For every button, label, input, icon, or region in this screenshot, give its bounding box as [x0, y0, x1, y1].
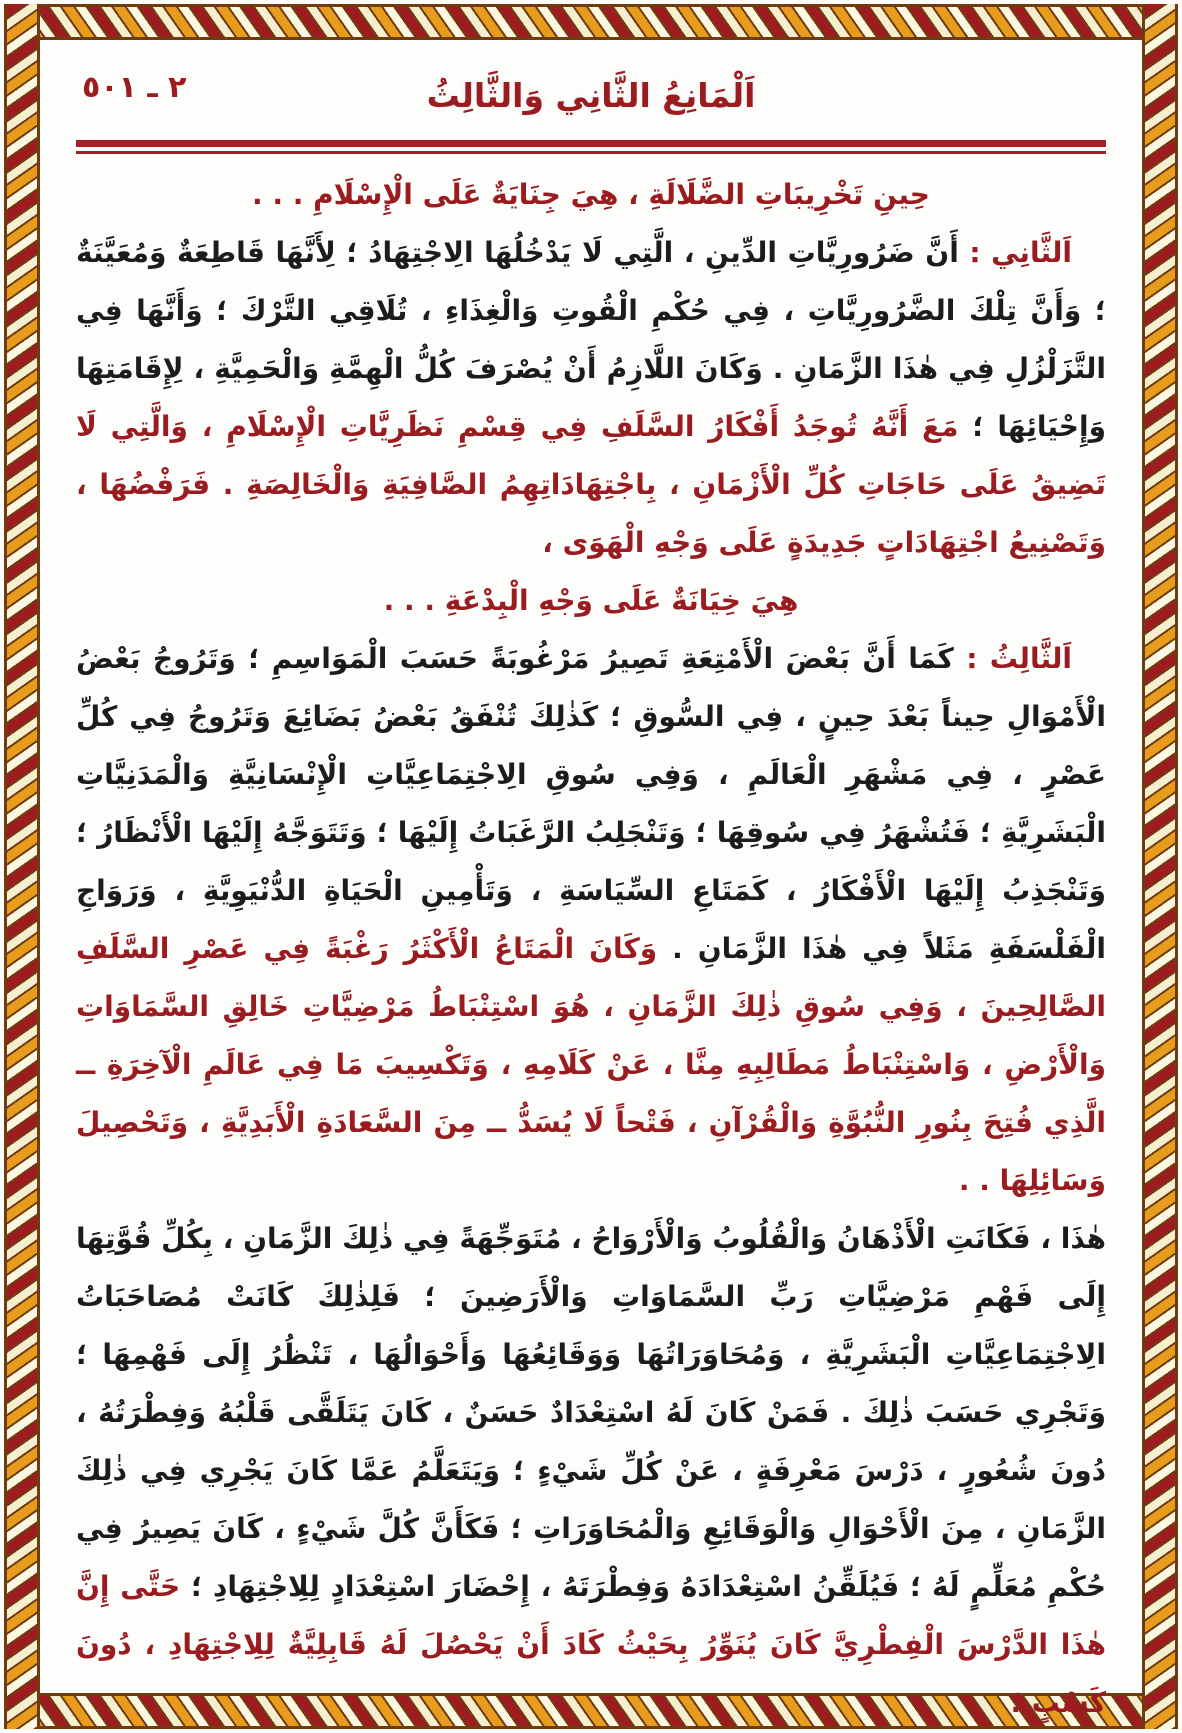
- paragraph: [76, 630, 1106, 1210]
- paragraph: [76, 1210, 1106, 1732]
- emphasis-text-segment: حَتَّى إِنَّ هٰذَا الدَّرْسَ الْفِطْرِيَّ كَانَ يُنَوِّرُ بِحَيْثُ كَادَ أَنْ يَحْصُلَ لَهُ قَابِلِيَّةٌ لِلِاجْتِهَادِ ، دُونَ كَسْبٍ ؛: [76, 1570, 1106, 1719]
- emphasis-text-segment: اَلثَّالِثُ :: [953, 642, 1072, 675]
- paragraph: [76, 224, 1106, 572]
- frame-border-right: [1142, 4, 1178, 1729]
- body-text-segment: أَنَّ ضَرُورِيَّاتِ الدِّينِ ، الَّتِي لَا يَدْخُلُهَا الِاجْتِهَادُ ؛ لِأَنَّهَا قَاطِعَةٌ وَمُعَيَّنَةٌ ؛ وَأَنَّ تِلْكَ الضَّرُورِيَّاتِ ، فِي حُكْمِ الْقُوتِ وَالْغِذَاءِ ، تُلَاقِي التَّرْكَ ؛ وَأَنَّهَا فِي التَّزَلْزُلِ فِي هٰذَا الزَّمَانِ . وَكَانَ اللَّازِمُ أَنْ يُصْرَفَ كُلُّ الْهِمَّةِ وَالْحَمِيَّةِ ، لِإِقَامَتِهَا وَإِحْيَائِهَا ؛: [76, 236, 1106, 443]
- body-text: [76, 166, 1106, 1732]
- page-header: [76, 64, 1106, 128]
- body-text-segment: هٰذَا ، فَكَانَتِ الْأَذْهَانُ وَالْقُلُوبُ وَالْأَرْوَاحُ ، مُتَوَجِّهَةً فِي ذٰلِكَ الزَّمَانِ ، بِكُلِّ قُوَّتِهَا إِلَى فَهْمِ مَرْضِيَّاتِ رَبِّ السَّمَاوَاتِ وَالْأَرَضِينَ ؛ فَلِذٰلِكَ كَانَتْ مُصَاحَبَاتُ الِاجْتِمَاعِيَّاتِ الْبَشَرِيَّةِ ، وَمُحَاوَرَاتُهَا وَوَقَائِعُهَا وَأَحْوَالُهَا ، تَنْظُرُ إِلَى فَهْمِهَا ؛ وَتَجْرِي حَسَبَ ذٰلِكَ . فَمَنْ كَانَ لَهُ اسْتِعْدَادٌ حَسَنٌ ، كَانَ يَتَلَقَّى قَلْبُهُ وَفِطْرَتُهُ ، دُونَ شُعُورٍ ، دَرْسَ مَعْرِفَةٍ ، عَنْ كُلِّ شَيْءٍ ؛ وَيَتَعَلَّمُ عَمَّا كَانَ يَجْرِي فِي ذٰلِكَ الزَّمَانِ ، مِنَ الْأَحْوَالِ وَالْوَقَائِعِ وَالْمُحَاوَرَاتِ ؛ فَكَأَنَّ كُلَّ شَيْءٍ ، كَانَ يَصِيرُ فِي حُكْمِ مُعَلِّمٍ لَهُ ؛ فَيُلَقِّنُ اسْتِعْدَادَهُ وَفِطْرَتَهُ ، إِحْضَارَ اسْتِعْدَادٍ لِلِاجْتِهَادِ ؛: [76, 1222, 1106, 1603]
- emphasis-text-segment: مَعَ أَنَّهُ تُوجَدُ أَفْكَارُ السَّلَفِ فِي قِسْمِ نَظَرِيَّاتِ الْإِسْلَامِ ، وَالَّتِي لَا تَضِيقُ عَلَى حَاجَاتِ كُلِّ الْأَزْمَانِ ، بِاجْتِهَادَاتِهِمُ الصَّافِيَةِ وَالْخَالِصَةِ . فَرَفْضُهَا ، وَتَصْنِيعُ اجْتِهَادَاتٍ جَدِيدَةٍ عَلَى وَجْهِ الْهَوَى ،: [76, 410, 1106, 559]
- page-number: ٢ ـ ٥٠١: [82, 70, 187, 105]
- paragraph: [76, 572, 1106, 630]
- header-divider-rule: [76, 140, 1106, 154]
- frame-border-left: [4, 4, 40, 1729]
- emphasis-text-segment: اَلثَّانِي :: [958, 236, 1073, 269]
- body-text-segment: كَمَا أَنَّ بَعْضَ الْأَمْتِعَةِ تَصِيرُ مَرْغُوبَةً حَسَبَ الْمَوَاسِمِ ؛ وَتَرُوجُ بَعْضُ الْأَمْوَالِ حِيناً بَعْدَ حِينٍ ، فِي السُّوقِ ؛ كَذٰلِكَ تُنْفَقُ بَعْضُ بَضَائِعَ وَتَرُوجُ فِي كُلِّ عَصْرٍ ، فِي مَشْهَرِ الْعَالَمِ ، وَفِي سُوقِ الِاجْتِمَاعِيَّاتِ الْإِنْسَانِيَّةِ وَالْمَدَنِيَّاتِ الْبَشَرِيَّةِ ؛ فَتُشْهَرُ فِي سُوقِهَا ؛ وَتَنْجَلِبُ الرَّغَبَاتُ إِلَيْهَا ؛ وَتَتَوَجَّهُ إِلَيْهَا الْأَنْظَارُ ؛ وَتَنْجَذِبُ إِلَيْهَا الْأَفْكَارُ ، كَمَتَاعِ السِّيَاسَةِ ، وَتَأْمِينِ الْحَيَاةِ الدُّنْيَوِيَّةِ ، وَرَوَاجِ الْفَلْسَفَةِ مَثَلاً فِي هٰذَا الزَّمَانِ .: [76, 642, 1107, 965]
- page-content: [40, 40, 1142, 1719]
- emphasis-text-segment: حِينِ تَخْرِيبَاتِ الضَّلَالَةِ ، هِيَ جِنَايَةٌ عَلَى الْإِسْلَامِ . . .: [251, 178, 930, 211]
- paragraph: [76, 166, 1106, 224]
- page-title: اَلْمَانِعُ الثَّانِي وَالثَّالِثُ: [426, 76, 756, 115]
- emphasis-text-segment: وَكَانَ الْمَتَاعُ الْأَكْثَرُ رَغْبَةً فِي عَصْرِ السَّلَفِ الصَّالِحِينَ ، وَفِي سُوقِ ذٰلِكَ الزَّمَانِ ، هُوَ اسْتِنْبَاطُ مَرْضِيَّاتِ خَالِقِ السَّمَاوَاتِ وَالْأَرْضِ ، وَاسْتِنْبَاطُ مَطَالِبِهِ مِنَّا ، عَنْ كَلَامِهِ ، وَتَكْسِيبَ مَا فِي عَالَمِ الْآخِرَةِ ــ الَّذِي فُتِحَ بِنُورِ النُّبُوَّةِ وَالْقُرْآنِ ، فَتْحاً لَا يُسَدُّ ــ مِنَ السَّعَادَةِ الْأَبَدِيَّةِ ، وَتَحْصِيلَ وَسَائِلِهَا . .: [76, 932, 1106, 1197]
- frame-border-top: [4, 4, 1178, 40]
- emphasis-text-segment: هِيَ خِيَانَةٌ عَلَى وَجْهِ الْبِدْعَةِ . . .: [383, 584, 799, 617]
